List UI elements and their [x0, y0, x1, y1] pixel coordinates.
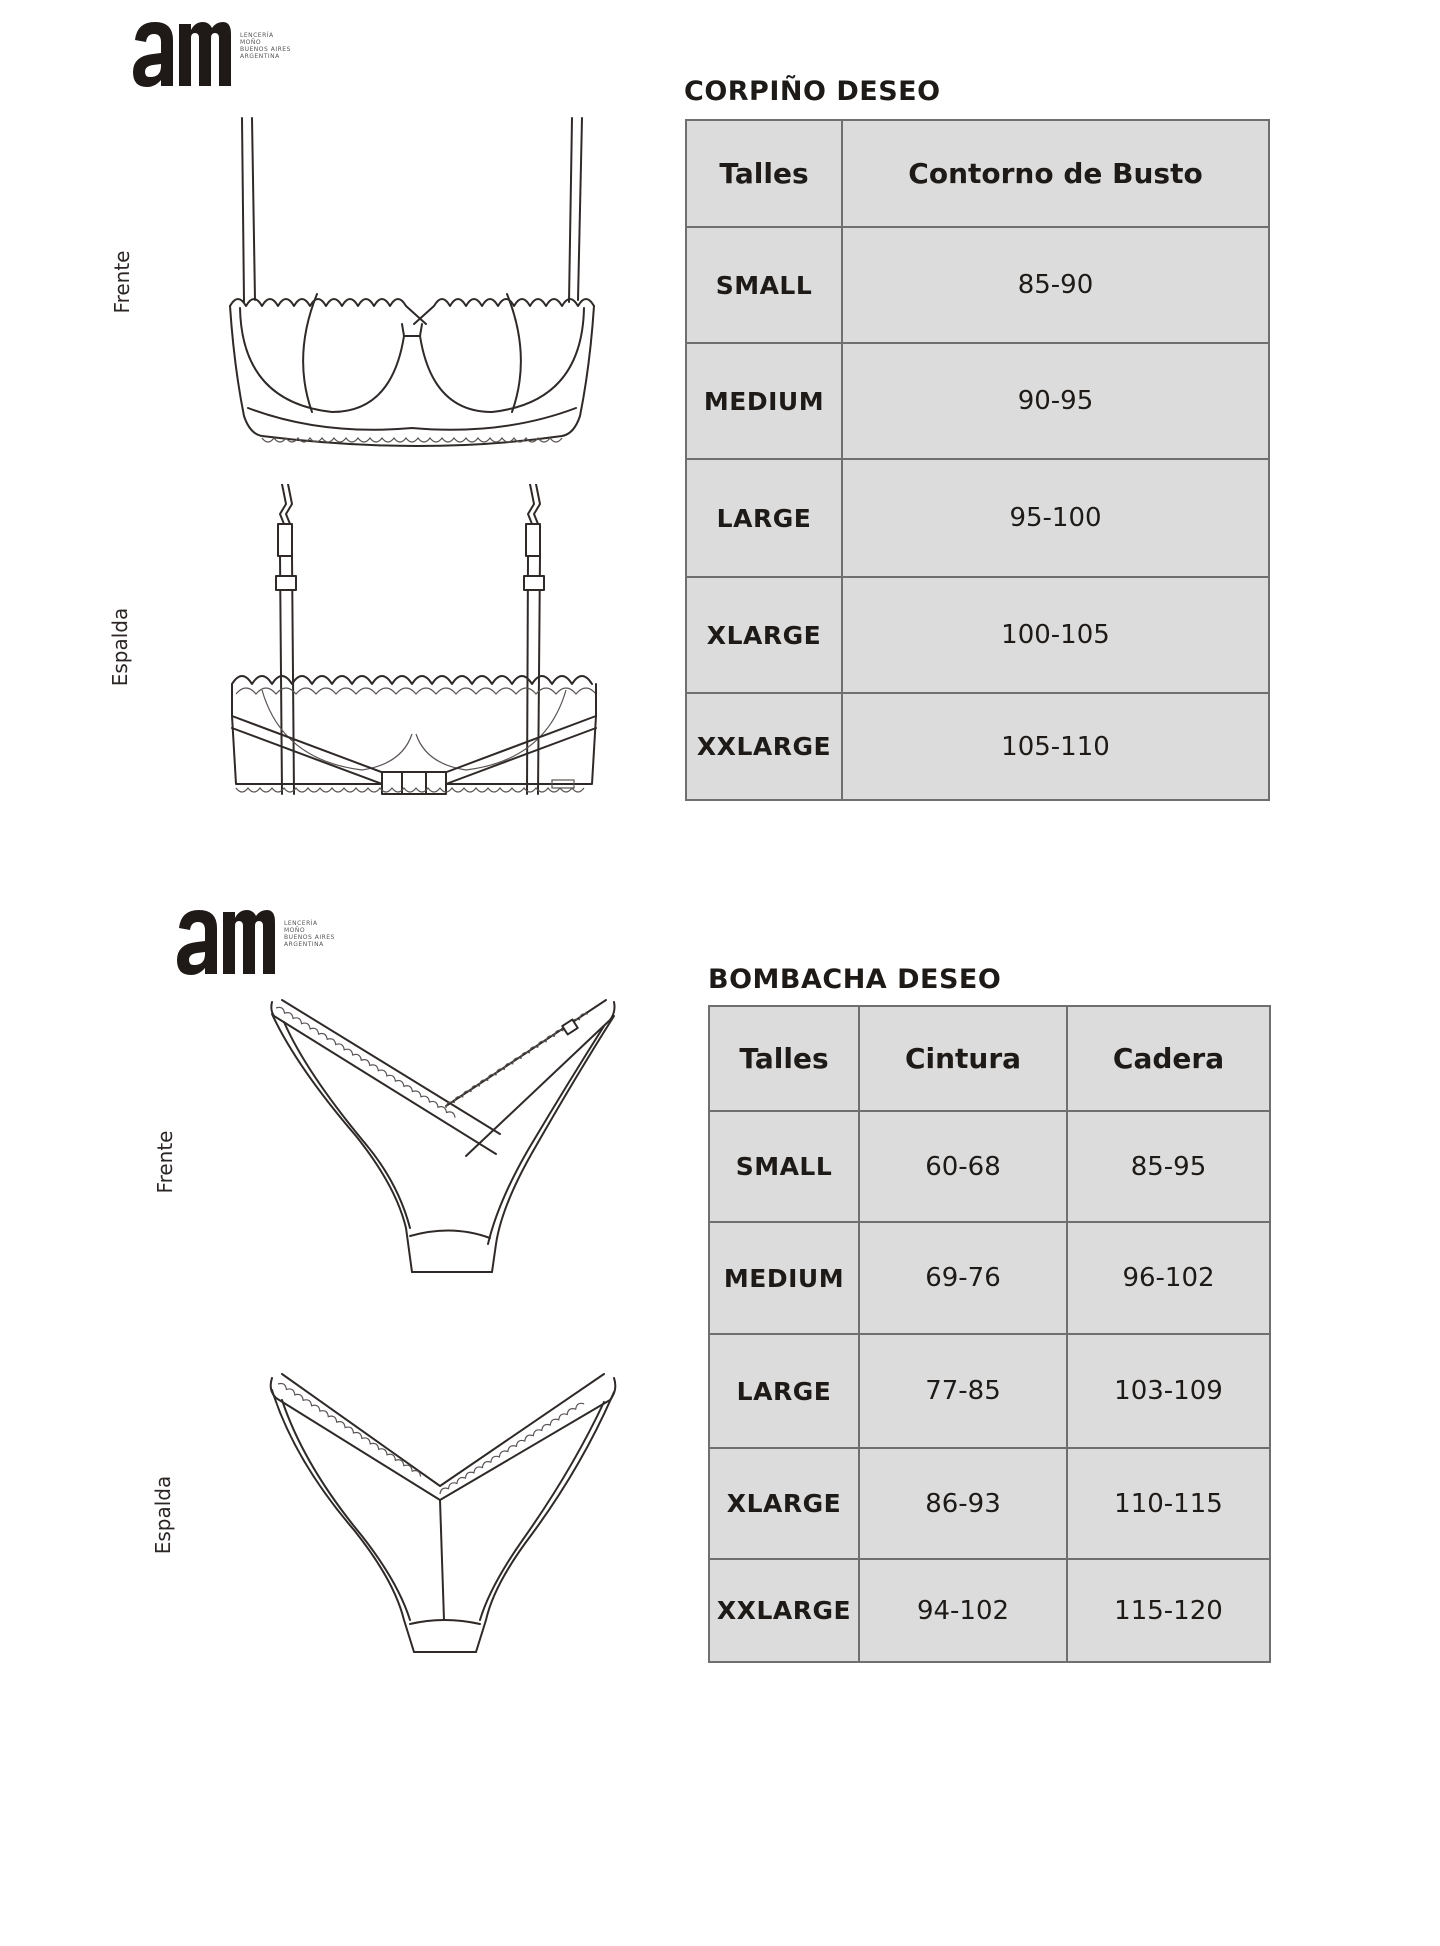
bra-front-label: Frente	[110, 250, 134, 314]
hip-cell: 115-120	[1067, 1559, 1270, 1662]
bra-size-table	[685, 119, 1270, 801]
size-cell: MEDIUM	[709, 1222, 859, 1334]
bra-front-illustration	[222, 116, 602, 452]
header-contorno-de-busto: Contorno de Busto	[842, 120, 1269, 227]
table-row	[709, 1559, 1270, 1662]
panty-front-illustration	[266, 996, 620, 1282]
panty-size-table	[708, 1005, 1271, 1663]
header-cadera: Cadera	[1067, 1006, 1270, 1111]
hip-cell: 110-115	[1067, 1448, 1270, 1559]
header-talles: Talles	[709, 1006, 859, 1111]
size-cell: LARGE	[709, 1334, 859, 1448]
header-cintura: Cintura	[859, 1006, 1067, 1111]
waist-cell: 60-68	[859, 1111, 1067, 1222]
hip-cell: 103-109	[1067, 1334, 1270, 1448]
brand-logo-mark	[175, 902, 275, 978]
hip-cell: 85-95	[1067, 1111, 1270, 1222]
bust-cell: 95-100	[842, 459, 1269, 577]
bra-section-title: CORPIÑO DESEO	[684, 76, 941, 107]
table-row	[686, 577, 1269, 693]
table-header-row	[686, 120, 1269, 227]
table-row	[686, 693, 1269, 800]
bra-back-label: Espalda	[108, 607, 132, 687]
table-row	[686, 227, 1269, 343]
waist-cell: 77-85	[859, 1334, 1067, 1448]
bust-cell: 100-105	[842, 577, 1269, 693]
size-cell: XXLARGE	[686, 693, 842, 800]
size-cell: XLARGE	[709, 1448, 859, 1559]
size-cell: XXLARGE	[709, 1559, 859, 1662]
waist-cell: 69-76	[859, 1222, 1067, 1334]
size-cell: SMALL	[686, 227, 842, 343]
panty-back-label: Espalda	[151, 1475, 175, 1555]
bust-cell: 105-110	[842, 693, 1269, 800]
panty-front-label: Frente	[153, 1130, 177, 1194]
panty-section-title: BOMBACHA DESEO	[708, 964, 1002, 995]
waist-cell: 86-93	[859, 1448, 1067, 1559]
waist-cell: 94-102	[859, 1559, 1067, 1662]
brand-logo	[131, 14, 331, 90]
table-row	[709, 1222, 1270, 1334]
panty-back-illustration	[264, 1370, 622, 1660]
table-row	[709, 1111, 1270, 1222]
bust-cell: 85-90	[842, 227, 1269, 343]
table-row	[686, 343, 1269, 459]
size-cell: MEDIUM	[686, 343, 842, 459]
bust-cell: 90-95	[842, 343, 1269, 459]
header-talles: Talles	[686, 120, 842, 227]
bra-back-illustration	[222, 484, 602, 804]
size-cell: SMALL	[709, 1111, 859, 1222]
size-cell: LARGE	[686, 459, 842, 577]
table-row	[709, 1334, 1270, 1448]
brand-logo-secondary	[175, 902, 375, 978]
brand-logo-mark	[131, 14, 231, 90]
brand-logo-caption: LENCERÍA MOÑO BUENOS AIRES ARGENTINA	[284, 920, 335, 948]
table-row	[686, 459, 1269, 577]
table-header-row	[709, 1006, 1270, 1111]
table-row	[709, 1448, 1270, 1559]
hip-cell: 96-102	[1067, 1222, 1270, 1334]
size-cell: XLARGE	[686, 577, 842, 693]
brand-logo-caption: LENCERÍA MOÑO BUENOS AIRES ARGENTINA	[240, 32, 291, 60]
